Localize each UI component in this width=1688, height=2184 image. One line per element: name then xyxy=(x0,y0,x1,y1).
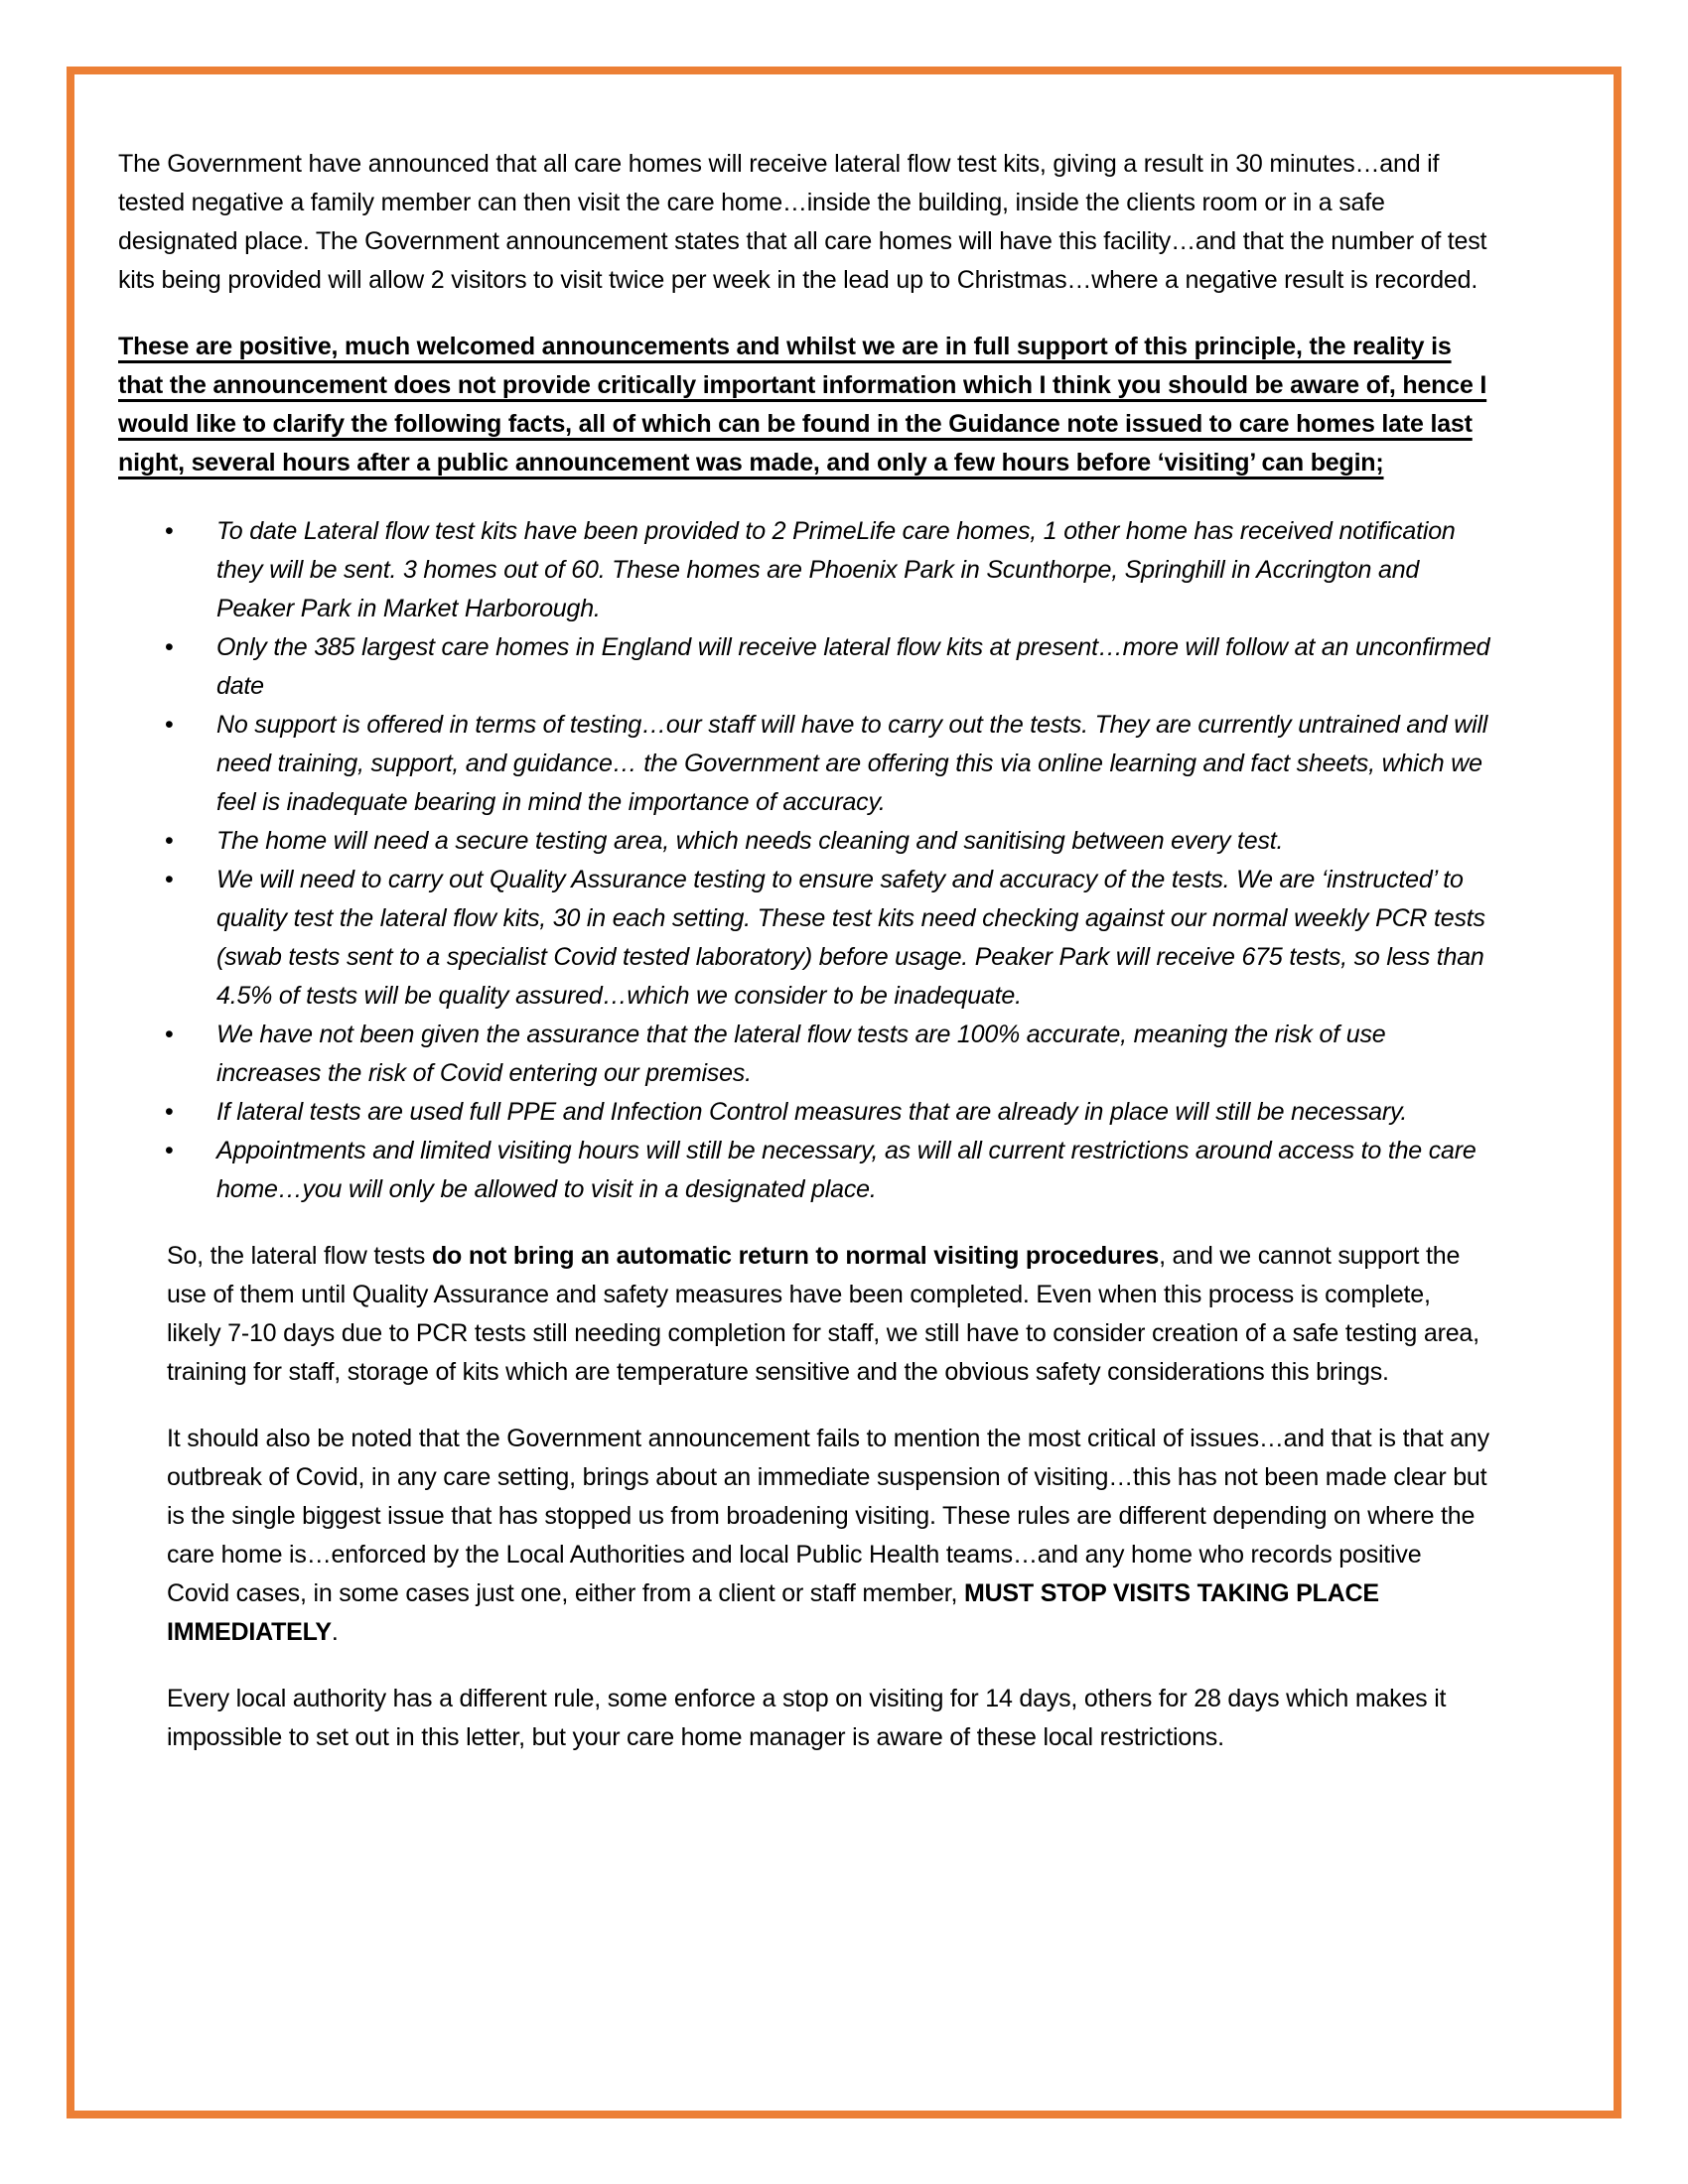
text-run: . xyxy=(331,1618,339,1646)
bullet-item-quality-assurance: • We will need to carry out Quality Assurance testing to ensure safety and accuracy of the tests. We are ‘instructed’ to quality test the lateral flow kits, 30 in each setting. These test kits need checking against our normal weekly PCR tests (swab tests sent to a specialist Covid tested laboratory) before usage. Peaker Park will receive 675 tests, so less than 4.5% of tests will be quality assured…which we consider to be inadequate. xyxy=(216,861,1490,1016)
paragraph-key-facts-intro: These are positive, much welcomed announcements and whilst we are in full support of this principle, the reality is that the announcement does not provide critically important information which I think you should be aware of, hence I would like to clarify the following facts, all of which can be found in the Guidance note issued to care homes late last night, several hours after a public announcement was made, and only a few hours before ‘visiting’ can begin; xyxy=(118,333,1487,477)
text-run: , and we cannot support the use of them until Quality Assurance and safety measures have been completed. Even when this process is complete, likely 7-10 days due to PCR tests still needing completion for staff, we still have to consider creation of a safe testing area, training for staff, storage of kits which are temperature sensitive and the obvious safety considerations this brings. xyxy=(167,1242,1479,1386)
text-run: So, the lateral flow tests xyxy=(167,1242,432,1270)
text-run-bold-no-automatic-return: do not bring an automatic return to normal visiting procedures xyxy=(431,1242,1160,1270)
text-run-bold-must-stop-visits: MUST STOP VISITS TAKING PLACE IMMEDIATELY xyxy=(167,1579,1379,1646)
paragraph-lateral-flow-conclusion xyxy=(167,1237,1490,1392)
bullet-item-test-kits-provided: • To date Lateral flow test kits have been provided to 2 PrimeLife care homes, 1 other home has received notification they will be sent. 3 homes out of 60. These homes are Phoenix Park in Scunthorpe, Springhill in Accrington and Peaker Park in Market Harborough. xyxy=(216,512,1490,628)
bullet-item-secure-testing-area: • The home will need a secure testing area, which needs cleaning and sanitising between every test. xyxy=(216,822,1490,861)
paragraph-local-authority-rules: Every local authority has a different rule, some enforce a stop on visiting for 14 days, others for 28 days which makes it impossible to set out in this letter, but your care home manager is aware of these local restrictions. xyxy=(167,1685,1447,1751)
bullet-item-appointments: • Appointments and limited visiting hours will still be necessary, as will all current restrictions around access to the care home…you will only be allowed to visit in a designated place. xyxy=(216,1132,1490,1209)
facts-bullet-list xyxy=(118,512,1490,1209)
paragraph-outbreak-suspension xyxy=(167,1420,1490,1652)
bullet-item-385-largest-homes: • Only the 385 largest care homes in England will receive lateral flow kits at present…more will follow at an unconfirmed date xyxy=(216,628,1490,706)
bullet-item-accuracy-assurance: • We have not been given the assurance that the lateral flow tests are 100% accurate, meaning the risk of use increases the risk of Covid entering our premises. xyxy=(216,1016,1490,1093)
letter-content xyxy=(118,145,1490,1785)
bullet-item-no-support: • No support is offered in terms of testing…our staff will have to carry out the tests. They are currently untrained and will need training, support, and guidance… the Government are offering this via online learning and fact sheets, which we feel is inadequate bearing in mind the importance of accuracy. xyxy=(216,706,1490,822)
bullet-item-ppe-infection-control: • If lateral tests are used full PPE and Infection Control measures that are already in place will still be necessary. xyxy=(216,1093,1490,1132)
paragraph-government-announcement: The Government have announced that all care homes will receive lateral flow test kits, giving a result in 30 minutes…and if tested negative a family member can then visit the care home…inside the building, inside the clients room or in a safe designated place. The Government announcement states that all care homes will have this facility…and that the number of test kits being provided will allow 2 visitors to visit twice per week in the lead up to Christmas…where a negative result is recorded. xyxy=(118,150,1487,294)
text-run: It should also be noted that the Government announcement fails to mention the most critical of issues…and that is that any outbreak of Covid, in any care setting, brings about an immediate suspension of visiting…this has not been made clear but is the single biggest issue that has stopped us from broadening visiting. These rules are different depending on where the care home is…enforced by the Local Authorities and local Public Health teams…and any home who records positive Covid cases, in some cases just one, either from a client or staff member, xyxy=(167,1425,1489,1607)
